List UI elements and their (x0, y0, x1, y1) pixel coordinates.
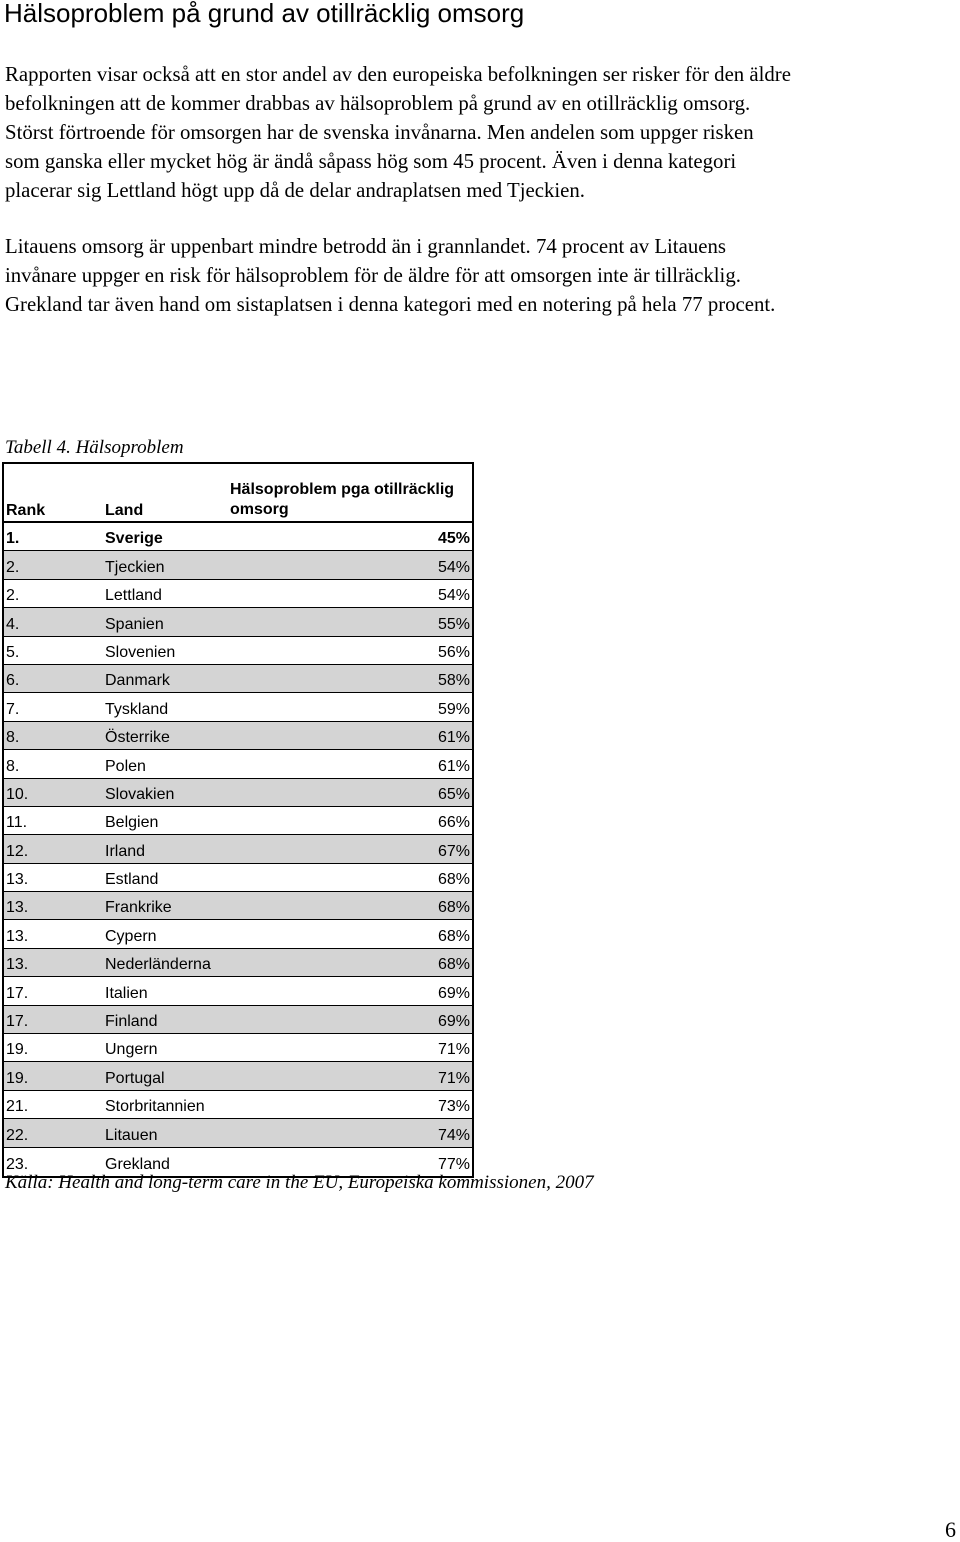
cell-value: 71% (437, 1041, 470, 1059)
cell-value: 73% (437, 1098, 470, 1116)
paragraph-line: Rapporten visar också att en stor andel av den europeiska befolkningen ser risker för den äldre (5, 63, 791, 86)
paragraph-1 (5, 60, 960, 205)
cell-land: Estland (105, 871, 159, 889)
paragraph-line: som ganska eller mycket hög är ändå såpass hög som 45 procent. Även i denna kategori (5, 150, 737, 173)
cell-value: 59% (437, 700, 470, 718)
header-value-line: omsorg (230, 501, 289, 518)
table-row (4, 1091, 472, 1119)
cell-rank: 21. (6, 1098, 29, 1116)
cell-land: Grekland (105, 1155, 170, 1173)
table-row (4, 949, 472, 977)
paragraph-line: befolkningen att de kommer drabbas av hälsoproblem på grund av en otillräcklig omsorg. (5, 92, 751, 115)
cell-rank: 13. (6, 871, 29, 889)
cell-land: Ungern (105, 1041, 158, 1059)
cell-land: Tjeckien (105, 558, 165, 576)
cell-land: Irland (105, 842, 146, 860)
paragraph-line: Grekland tar även hand om sistaplatsen i denna kategori med en notering på hela 77 procent. (5, 293, 776, 316)
cell-land: Finland (105, 1013, 158, 1031)
source-note: Källa: Health and long-term care in the EU, Europeiska kommissionen, 2007 (5, 1172, 594, 1193)
header-value (230, 480, 454, 520)
cell-land: Polen (105, 757, 146, 775)
cell-rank: 1. (6, 530, 20, 548)
table-row (4, 835, 472, 863)
table-row (4, 1006, 472, 1034)
cell-value: 55% (437, 615, 470, 633)
paragraph-line: Litauens omsorg är uppenbart mindre betrodd än i grannlandet. 74 procent av Litauens (5, 235, 726, 258)
cell-value: 69% (437, 984, 470, 1002)
cell-rank: 19. (6, 1041, 29, 1059)
cell-value: 65% (437, 785, 470, 803)
cell-land: Lettland (105, 587, 162, 605)
page-number: 6 (945, 1517, 956, 1542)
cell-value: 67% (437, 842, 470, 860)
cell-value: 68% (437, 899, 470, 917)
cell-rank: 22. (6, 1126, 29, 1144)
cell-land: Litauen (105, 1126, 158, 1144)
cell-value: 74% (437, 1126, 470, 1144)
cell-land: Cypern (105, 927, 157, 945)
cell-rank: 4. (6, 615, 20, 633)
header-value-line: Hälsoproblem pga otillräcklig (230, 481, 455, 498)
cell-value: 56% (437, 643, 470, 661)
cell-value: 45% (437, 530, 470, 548)
cell-rank: 5. (6, 643, 20, 661)
cell-land: Slovenien (105, 643, 176, 661)
cell-rank: 17. (6, 984, 29, 1002)
table-row (4, 807, 472, 835)
header-land: Land (105, 502, 144, 519)
paragraph-line: placerar sig Lettland högt upp då de delar andraplatsen med Tjeckien. (5, 179, 585, 202)
cell-land: Tyskland (105, 700, 169, 718)
cell-land: Slovakien (105, 785, 175, 803)
cell-rank: 8. (6, 729, 20, 747)
paragraph-2 (5, 232, 960, 319)
table-row (4, 608, 472, 636)
table-row (4, 722, 472, 750)
table-row (4, 693, 472, 721)
cell-value: 58% (437, 672, 470, 690)
cell-rank: 23. (6, 1155, 29, 1173)
cell-value: 77% (437, 1155, 470, 1173)
cell-land: Danmark (105, 672, 170, 690)
table-row (4, 637, 472, 665)
cell-rank: 11. (6, 814, 28, 832)
cell-value: 71% (437, 1069, 470, 1087)
cell-rank: 2. (6, 558, 20, 576)
cell-rank: 6. (6, 672, 20, 690)
page-title: Hälsoproblem på grund av otillräcklig omsorg (4, 0, 525, 28)
header-rank: Rank (6, 502, 46, 519)
table-row (4, 779, 472, 807)
cell-rank: 12. (6, 842, 29, 860)
table-row (4, 750, 472, 778)
table-row (4, 580, 472, 608)
table-row (4, 1119, 472, 1147)
cell-rank: 7. (6, 700, 20, 718)
table-caption: Tabell 4. Hälsoproblem (5, 437, 184, 458)
cell-rank: 17. (6, 1013, 29, 1031)
cell-value: 69% (437, 1013, 470, 1031)
cell-value: 66% (437, 814, 470, 832)
paragraph-line: invånare uppger en risk för hälsoproblem för de äldre för att omsorgen inte är tillräcklig. (5, 264, 741, 287)
cell-value: 54% (437, 558, 470, 576)
cell-land: Nederländerna (105, 956, 211, 974)
table-header (4, 464, 472, 523)
cell-value: 68% (437, 927, 470, 945)
table-row (4, 977, 472, 1005)
table-row (4, 665, 472, 693)
cell-rank: 19. (6, 1069, 29, 1087)
cell-rank: 13. (6, 956, 29, 974)
cell-value: 61% (437, 757, 470, 775)
cell-value: 54% (437, 587, 470, 605)
cell-value: 68% (437, 871, 470, 889)
cell-land: Sverige (105, 530, 163, 548)
cell-value: 68% (437, 956, 470, 974)
cell-land: Frankrike (105, 899, 172, 917)
cell-land: Portugal (105, 1069, 165, 1087)
table-row (4, 523, 472, 551)
paragraph-line: Störst förtroende för omsorgen har de svenska invånarna. Men andelen som uppger risken (5, 121, 754, 144)
cell-rank: 2. (6, 587, 20, 605)
table-row (4, 920, 472, 948)
table-row (4, 1034, 472, 1062)
cell-land: Spanien (105, 615, 164, 633)
cell-land: Belgien (105, 814, 159, 832)
cell-land: Österrike (105, 729, 170, 747)
cell-land: Storbritannien (105, 1098, 205, 1116)
table-row (4, 1062, 472, 1090)
cell-rank: 13. (6, 927, 29, 945)
table-row (4, 551, 472, 579)
table-row (4, 892, 472, 920)
cell-rank: 8. (6, 757, 20, 775)
cell-rank: 10. (6, 785, 29, 803)
table-body (4, 523, 472, 1176)
table-row (4, 864, 472, 892)
health-problems-table (2, 462, 474, 1178)
cell-value: 61% (437, 729, 470, 747)
cell-rank: 13. (6, 899, 29, 917)
cell-land: Italien (105, 984, 148, 1002)
